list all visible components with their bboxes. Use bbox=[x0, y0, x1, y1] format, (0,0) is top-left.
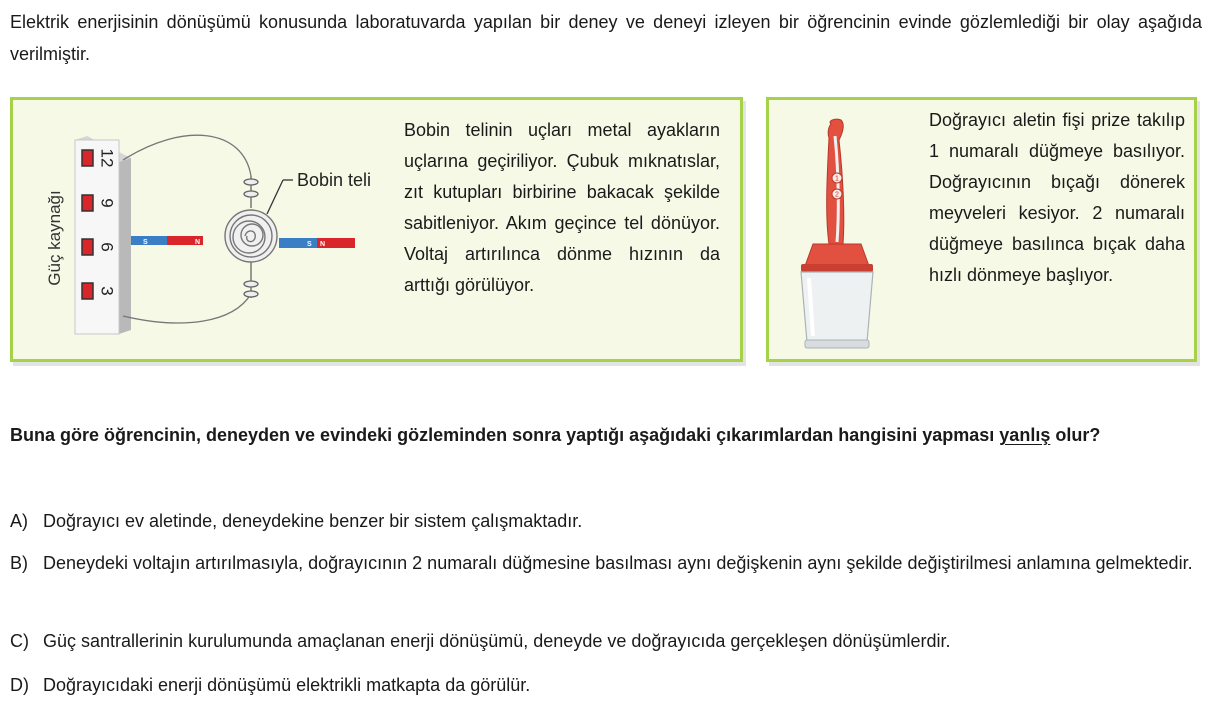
motor-experiment-figure bbox=[23, 118, 393, 338]
answer-option-a[interactable] bbox=[10, 504, 1202, 538]
wire-top bbox=[123, 135, 251, 176]
wire-bottom bbox=[123, 294, 251, 323]
coil-pointer bbox=[267, 180, 283, 214]
option-letter: B) bbox=[10, 553, 28, 573]
voltage-label: 6 bbox=[97, 242, 117, 252]
answer-option-d[interactable] bbox=[10, 668, 1202, 702]
option-letter: D) bbox=[10, 675, 29, 695]
question-text: Buna göre öğrencinin, deneyden ve evindeki gözleminden sonra yaptığı aşağıdaki çıkarımlardan hangisini yapması bbox=[10, 425, 1000, 445]
power-source-label: Güç kaynağı bbox=[45, 190, 64, 286]
metal-stand-bottom bbox=[244, 262, 258, 298]
magnet-pole-label: S bbox=[307, 241, 312, 248]
blender-lid-rim bbox=[801, 264, 873, 272]
voltage-label: 9 bbox=[97, 198, 117, 208]
coil bbox=[225, 210, 277, 262]
bar-magnet-left bbox=[131, 236, 203, 246]
blender-button[interactable] bbox=[832, 173, 842, 183]
voltage-switch[interactable] bbox=[82, 149, 117, 168]
experiment-panel bbox=[10, 97, 743, 362]
home-description: Doğrayıcı aletin fişi prize takılıp 1 numaralı düğmeye basılıyor. Doğrayıcının bıçağı dönerek meyveleri kesiyor. 2 numaralı düğmeye basılınca bıçak daha hızlı dönmeye başlıyor. bbox=[929, 110, 1185, 285]
answer-option-c[interactable] bbox=[10, 624, 1202, 658]
question-emphasis: yanlış bbox=[999, 425, 1051, 445]
question-ending: olur? bbox=[1050, 425, 1101, 445]
coil-label: Bobin teli bbox=[297, 170, 372, 190]
blender-base bbox=[805, 340, 869, 348]
blender-button-label: 2 bbox=[835, 191, 839, 199]
intro-text: Elektrik enerjisinin dönüşümü konusunda laboratuvarda yapılan bir deney ve deneyi izleyen bir öğrencinin evinde gözlemlediği bir olay aşağıda verilmiştir. bbox=[10, 12, 1202, 64]
bar-magnet-right bbox=[279, 238, 355, 248]
question-stem bbox=[10, 418, 1202, 452]
blender-button-label: 1 bbox=[835, 175, 839, 183]
blender-button[interactable] bbox=[832, 189, 842, 199]
metal-stand-top bbox=[244, 176, 258, 208]
option-letter: C) bbox=[10, 631, 29, 651]
option-text: Güç santrallerinin kurulumunda amaçlanan enerji dönüşümü, deneyde ve doğrayıcıda gerçekleşen dönüşümlerdir. bbox=[43, 631, 951, 651]
answer-option-b[interactable] bbox=[10, 546, 1202, 580]
power-source-body bbox=[75, 140, 119, 334]
magnet-pole-label: N bbox=[195, 239, 201, 246]
option-letter: A) bbox=[10, 511, 28, 531]
voltage-label: 12 bbox=[97, 148, 117, 168]
home-observation-panel bbox=[766, 97, 1197, 362]
magnet-pole-label: N bbox=[320, 241, 326, 248]
blender-lid bbox=[805, 244, 869, 266]
voltage-label: 3 bbox=[97, 286, 117, 296]
blender-figure bbox=[783, 116, 913, 352]
magnet-pole-label: S bbox=[143, 239, 148, 246]
option-text: Doğrayıcıdaki enerji dönüşümü elektrikli matkapta da görülür. bbox=[43, 675, 531, 695]
experiment-description: Bobin telinin uçları metal ayakların uçlarına geçiriliyor. Çubuk mıknatıslar, zıt kutupları birbirine bakacak şekilde sabitleniyor. Akım geçince tel dönüyor. Voltaj artırılınca dönme hızının da arttığı görülüyor. bbox=[404, 120, 720, 295]
power-source-side bbox=[119, 158, 131, 334]
option-text: Doğrayıcı ev aletinde, deneydekine benzer bir sistem çalışmaktadır. bbox=[43, 511, 583, 531]
option-text: Deneydeki voltajın artırılmasıyla, doğrayıcının 2 numaralı düğmesine basılması aynı değişkenin aynı şekilde değiştirilmesi anlamına gelmektedir. bbox=[43, 553, 1193, 573]
